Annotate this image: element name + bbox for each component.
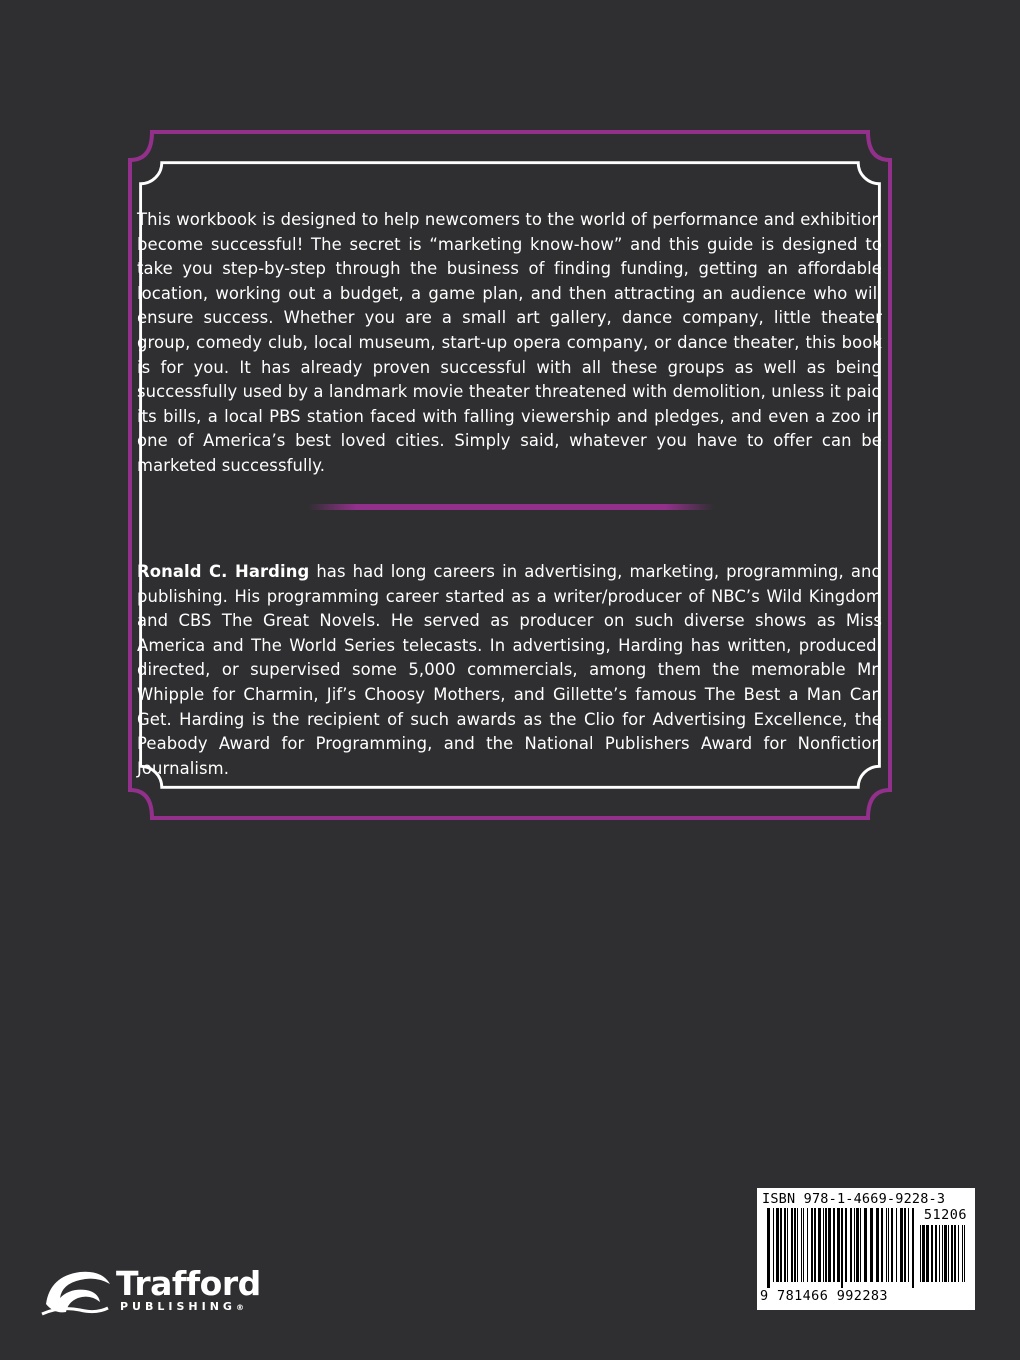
barcode-bar [942, 1225, 943, 1282]
registered-mark: ® [235, 1303, 244, 1312]
barcode-bar [780, 1208, 782, 1282]
barcode-bar [912, 1208, 914, 1288]
barcode-bar [935, 1225, 937, 1282]
barcode-bar [951, 1225, 953, 1282]
barcode-bar [850, 1208, 852, 1282]
barcode-bar [944, 1225, 947, 1282]
barcode-bar [860, 1208, 861, 1282]
author-bio [137, 560, 882, 781]
barcode-bar [845, 1208, 847, 1282]
barcode-bar [797, 1208, 798, 1282]
barcode-bar [954, 1225, 956, 1282]
barcode-bar [962, 1225, 963, 1282]
isbn-number: ISBN 978-1-4669-9228-3 [762, 1191, 946, 1207]
price-code: 51206 [923, 1207, 967, 1223]
barcode-bar [767, 1208, 770, 1288]
barcode-bar [854, 1208, 855, 1282]
publisher-logo [40, 1262, 300, 1322]
ean-digits: 9 781466 992283 [760, 1288, 888, 1304]
barcode-bar [814, 1208, 816, 1282]
barcode-bar [807, 1208, 808, 1282]
barcode-bar [900, 1208, 903, 1282]
book-description: This workbook is designed to help newcomers to the world of performance and exhibition become successful! The secret is “marketing know-how” and this guide is designed to take you step-by-step through the business of finding funding, getting an affordable location, working out a budget, a game plan, and then attracting an audience who will ensure success. Whether you are a small art gallery, dance company, little theater group, comedy club, local museum, start-up opera company, or dance theater, this book is for you. It has already proven successful with all these groups as well as being successfully used by a landmark movie theater threatened with demolition, unless it paid its bills, a local PBS station faced with falling viewership and pledges, and even a zoo in one of America’s best loved cities. Simply said, whatever you have to offer can be marketed successfully. [137, 210, 882, 475]
ean-barcode-bars [767, 1208, 915, 1288]
publisher-name: Trafford [116, 1264, 261, 1303]
barcode-bar [958, 1225, 959, 1282]
barcode-bar [922, 1225, 925, 1282]
section-divider [308, 504, 714, 510]
barcode-bar [776, 1208, 779, 1282]
barcode-bar [825, 1208, 827, 1282]
barcode-bar [870, 1208, 873, 1282]
wave-swirl-icon [40, 1264, 112, 1318]
barcode-bar [896, 1208, 897, 1282]
barcode-bar [904, 1208, 906, 1282]
barcode-bar [818, 1208, 821, 1282]
barcode-bar [948, 1225, 949, 1282]
barcode-bar [888, 1208, 889, 1282]
barcode-bar [803, 1208, 804, 1282]
barcode-bar [939, 1225, 940, 1282]
barcode-bar [891, 1208, 893, 1282]
barcode-bar [886, 1208, 887, 1282]
barcode-bar [837, 1208, 840, 1282]
barcode-bar [881, 1208, 883, 1282]
publisher-subtitle-text: PUBLISHING [120, 1300, 236, 1313]
barcode-bar [828, 1208, 831, 1282]
publisher-subtitle [120, 1300, 244, 1313]
barcode-bar [876, 1208, 879, 1282]
barcode-bar [801, 1208, 802, 1282]
author-name: Ronald C. Harding [137, 562, 310, 581]
barcode-bar [920, 1225, 921, 1282]
barcode-bar [864, 1208, 867, 1282]
isbn-barcode [757, 1188, 975, 1310]
barcode-bar [823, 1208, 824, 1282]
barcode-bar [811, 1208, 813, 1282]
barcode-bar [833, 1208, 835, 1282]
barcode-bar [841, 1208, 843, 1288]
barcode-bar [926, 1225, 929, 1282]
barcode-bar [791, 1208, 793, 1282]
author-bio-text: has had long careers in advertising, marketing, programming, and publishing. His programming career started as a writer/producer of NBC’s Wild Kingdom and CBS The Great Novels. He served as producer on such diverse shows as Miss America and The World Series telecasts. In advertising, Harding has written, produced, directed, or supervised some 5,000 commercials, among them the memorable Mr. Whipple for Charmin, Jif’s Choosy Mothers, and Gillette’s famous The Best a Man Can Get. Harding is the recipient of such awards as the Clio for Advertising Excellence, the Peabody Award for Programming, and the National Publishers Award for Nonfiction Journalism. [137, 562, 882, 778]
barcode-bar [784, 1208, 786, 1282]
barcode-bar [931, 1225, 933, 1282]
addon-barcode-bars [920, 1225, 968, 1288]
barcode-bar [787, 1208, 788, 1282]
barcode-bar [773, 1208, 774, 1282]
barcode-bar [908, 1208, 909, 1282]
barcode-bar [794, 1208, 796, 1282]
barcode-bar [856, 1208, 859, 1282]
barcode-bar [964, 1225, 965, 1282]
